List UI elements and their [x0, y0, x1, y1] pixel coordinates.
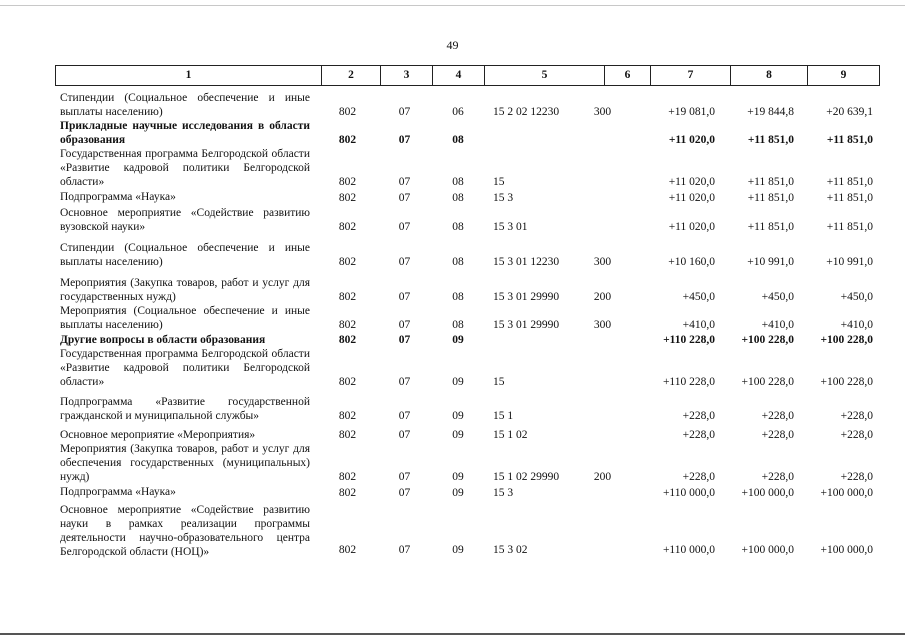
row-col-7: +110 000,0: [662, 487, 715, 499]
header-col-7: 7: [651, 66, 731, 85]
row-col-7: +228,0: [682, 471, 715, 483]
row-col-3: 07: [398, 106, 411, 118]
row-col-6: 200: [593, 471, 612, 483]
row-col-4: 09: [452, 410, 464, 422]
top-border-line: [0, 5, 905, 6]
row-col-3: 07: [398, 256, 411, 268]
header-col-8: 8: [731, 66, 808, 85]
row-col-9: +11 851,0: [826, 192, 873, 204]
row-col-2: 802: [338, 134, 357, 146]
row-col-7: +19 081,0: [668, 106, 715, 118]
row-col-3: 07: [398, 176, 411, 188]
row-name: Другие вопросы в области образования: [60, 334, 266, 346]
row-col-9: +11 851,0: [826, 221, 873, 233]
row-col-8: +100 228,0: [741, 334, 794, 346]
row-col-5: 15 3 01 29990: [493, 319, 560, 331]
row-col-5: 15 3: [493, 192, 514, 204]
row-name: Мероприятия (Закупка товаров, работ и услуг для государственных нужд): [60, 277, 310, 303]
row-col-8: +11 851,0: [747, 192, 794, 204]
row-col-7: +228,0: [682, 429, 715, 441]
row-col-3: 07: [398, 410, 411, 422]
row-col-7: +450,0: [682, 291, 715, 303]
table-header: [55, 65, 880, 86]
row-name: Основное мероприятие «Содействие развитию вузовской науки»: [60, 207, 310, 233]
row-col-2: 802: [338, 410, 357, 422]
row-name: Основное мероприятие «Содействие развитию науки в рамках реализации программы деятельности научно-образовательного центра Белгородской области (НОЦ)»: [60, 504, 310, 558]
row-col-2: 802: [338, 487, 357, 499]
table-row: [0, 91, 905, 119]
row-col-6: 300: [593, 106, 612, 118]
row-col-2: 802: [338, 429, 357, 441]
row-col-4: 09: [452, 544, 464, 556]
row-col-3: 07: [398, 192, 411, 204]
row-col-3: 07: [398, 291, 411, 303]
table-row: [0, 428, 905, 442]
row-col-8: +11 851,0: [747, 221, 794, 233]
row-col-9: +228,0: [840, 410, 873, 422]
row-col-8: +450,0: [761, 291, 794, 303]
row-col-5: 15: [493, 376, 505, 388]
row-col-2: 802: [338, 544, 357, 556]
row-col-7: +410,0: [682, 319, 715, 331]
row-name: Прикладные научные исследования в области образования: [60, 120, 310, 146]
row-col-4: 09: [452, 334, 464, 346]
row-col-7: +110 228,0: [662, 376, 715, 388]
row-col-4: 09: [452, 429, 464, 441]
row-col-4: 08: [452, 192, 464, 204]
row-col-3: 07: [398, 334, 411, 346]
bottom-border-line: [0, 633, 905, 635]
row-col-8: +410,0: [761, 319, 794, 331]
row-col-7: +11 020,0: [668, 192, 715, 204]
row-col-7: +10 160,0: [668, 256, 715, 268]
row-col-9: +228,0: [840, 471, 873, 483]
row-col-6: 300: [593, 256, 612, 268]
row-col-5: 15 3: [493, 487, 514, 499]
row-col-9: +11 851,0: [826, 176, 873, 188]
table-row: [0, 276, 905, 304]
row-col-3: 07: [398, 221, 411, 233]
row-col-3: 07: [398, 471, 411, 483]
row-col-5: 15 1 02 29990: [493, 471, 560, 483]
row-col-5: 15 3 01 12230: [493, 256, 560, 268]
row-col-2: 802: [338, 291, 357, 303]
row-col-9: +100 000,0: [820, 544, 873, 556]
table-row: [0, 147, 905, 189]
row-col-4: 06: [452, 106, 464, 118]
row-col-2: 802: [338, 319, 357, 331]
row-col-4: 09: [452, 487, 464, 499]
row-name: Государственная программа Белгородской области «Развитие кадровой политики Белгородской области»: [60, 348, 310, 388]
row-col-5: 15 2 02 12230: [493, 106, 560, 118]
row-col-9: +11 851,0: [826, 134, 873, 146]
row-col-8: +100 000,0: [741, 487, 794, 499]
row-col-8: +11 851,0: [747, 176, 794, 188]
row-col-8: +10 991,0: [747, 256, 794, 268]
row-name: Государственная программа Белгородской области «Развитие кадровой политики Белгородской области»: [60, 148, 310, 188]
row-col-2: 802: [338, 256, 357, 268]
row-col-2: 802: [338, 192, 357, 204]
header-col-3: 3: [381, 66, 433, 85]
row-col-2: 802: [338, 176, 357, 188]
row-col-5: 15 3 01: [493, 221, 528, 233]
row-col-2: 802: [338, 106, 357, 118]
row-col-8: +228,0: [761, 429, 794, 441]
row-col-2: 802: [338, 376, 357, 388]
row-col-4: 08: [452, 221, 464, 233]
row-col-4: 09: [452, 471, 464, 483]
row-col-9: +410,0: [840, 319, 873, 331]
row-col-2: 802: [338, 221, 357, 233]
row-col-8: +228,0: [761, 410, 794, 422]
row-col-3: 07: [398, 487, 411, 499]
row-name: Основное мероприятие «Мероприятия»: [60, 429, 256, 441]
row-col-6: 200: [593, 291, 612, 303]
row-name: Подпрограмма «Наука»: [60, 486, 176, 498]
row-col-7: +110 000,0: [662, 544, 715, 556]
table-row: [0, 395, 905, 423]
table-row: [0, 206, 905, 234]
row-col-4: 08: [452, 319, 464, 331]
row-col-3: 07: [398, 544, 411, 556]
row-name: Подпрограмма «Развитие государственной гражданской и муниципальной службы»: [60, 396, 310, 422]
row-col-9: +100 000,0: [820, 487, 873, 499]
row-col-7: +11 020,0: [668, 176, 715, 188]
header-col-1: 1: [56, 66, 322, 85]
page-number: 49: [446, 38, 459, 52]
row-col-2: 802: [338, 334, 357, 346]
row-col-8: +19 844,8: [747, 106, 794, 118]
row-col-8: +100 228,0: [741, 376, 794, 388]
header-col-9: 9: [840, 69, 847, 81]
header-col-2: 2: [322, 66, 381, 85]
row-col-3: 07: [398, 376, 411, 388]
row-col-4: 09: [452, 376, 464, 388]
row-col-2: 802: [338, 471, 357, 483]
row-col-9: +228,0: [840, 429, 873, 441]
row-col-6: 300: [593, 319, 612, 331]
header-col-5: 5: [485, 66, 605, 85]
table-row: [0, 442, 905, 484]
row-col-5: 15 1: [493, 410, 514, 422]
row-col-9: +100 228,0: [820, 334, 873, 346]
row-col-8: +11 851,0: [747, 134, 794, 146]
row-name: Подпрограмма «Наука»: [60, 191, 176, 203]
row-col-9: +100 228,0: [820, 376, 873, 388]
table-row: [0, 304, 905, 332]
row-col-5: 15 1 02: [493, 429, 528, 441]
row-col-4: 08: [452, 176, 464, 188]
row-col-5: 15 3 02: [493, 544, 528, 556]
row-col-4: 08: [452, 256, 464, 268]
header-col-6: 6: [605, 66, 651, 85]
table-row: [0, 241, 905, 269]
row-col-9: +20 639,1: [826, 106, 873, 118]
table-row: [0, 190, 905, 205]
table-row: [0, 503, 905, 557]
row-col-7: +11 020,0: [668, 221, 715, 233]
row-col-4: 08: [452, 291, 464, 303]
row-col-8: +100 000,0: [741, 544, 794, 556]
row-name: Стипендии (Социальное обеспечение и иные выплаты населению): [60, 92, 310, 118]
row-col-5: 15: [493, 176, 505, 188]
row-col-9: +10 991,0: [826, 256, 873, 268]
row-col-7: +110 228,0: [663, 334, 715, 346]
table-row: [0, 333, 905, 347]
row-name: Мероприятия (Социальное обеспечение и иные выплаты населению): [60, 305, 310, 331]
table-row: [0, 347, 905, 389]
header-col-4: 4: [433, 66, 485, 85]
row-col-9: +450,0: [840, 291, 873, 303]
row-name: Мероприятия (Закупка товаров, работ и услуг для обеспечения государственных (муниципальных) нужд): [60, 443, 310, 483]
row-col-7: +11 020,0: [668, 134, 715, 146]
row-col-3: 07: [398, 134, 411, 146]
table-row: [0, 485, 905, 500]
row-col-5: 15 3 01 29990: [493, 291, 560, 303]
row-col-8: +228,0: [761, 471, 794, 483]
row-col-3: 07: [398, 319, 411, 331]
row-col-7: +228,0: [682, 410, 715, 422]
table-row: [0, 119, 905, 147]
row-col-3: 07: [398, 429, 411, 441]
row-col-4: 08: [452, 134, 464, 146]
row-name: Стипендии (Социальное обеспечение и иные выплаты населению): [60, 242, 310, 268]
